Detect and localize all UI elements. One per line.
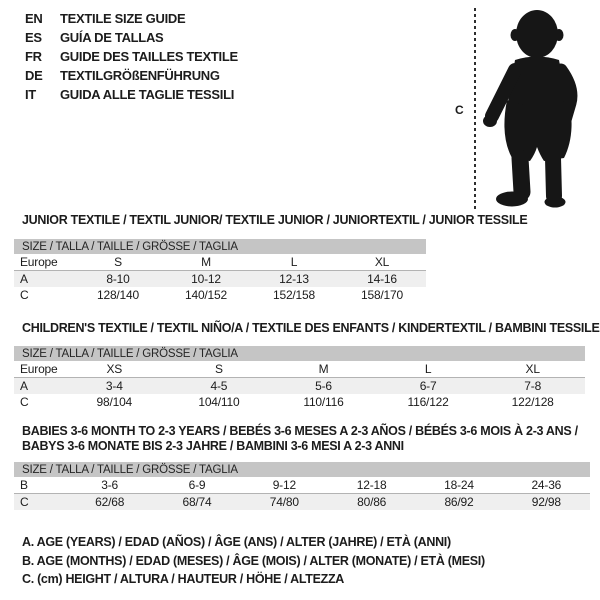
table-row bbox=[14, 287, 426, 303]
value-cell: 3-6 bbox=[101, 478, 119, 492]
language-title: TEXTILE SIZE GUIDE bbox=[60, 11, 186, 26]
size-header-bar: SIZE / TALLA / TAILLE / GRÖSSE / TAGLIA bbox=[14, 346, 585, 361]
row-label-cell: A bbox=[20, 272, 28, 286]
value-cell: 116/122 bbox=[407, 395, 449, 409]
row-label-cell: C bbox=[20, 395, 29, 409]
value-cell: 128/140 bbox=[97, 288, 139, 302]
value-cell: 140/152 bbox=[185, 288, 227, 302]
language-row bbox=[25, 47, 238, 66]
row-label-cell: C bbox=[20, 495, 29, 509]
language-title: TEXTILGRÖßENFÜHRUNG bbox=[60, 68, 220, 83]
language-title: GUIDE DES TAILLES TEXTILE bbox=[60, 49, 238, 64]
section-title-line: BABIES 3-6 MONTH TO 2-3 YEARS / BEBÉS 3-6 MESES A 2-3 AÑOS / BÉBÉS 3-6 MOIS À 2-3 ANS / bbox=[22, 424, 578, 438]
value-cell: 8-10 bbox=[106, 272, 130, 286]
value-cell: 6-9 bbox=[188, 478, 206, 492]
table-row bbox=[14, 394, 585, 410]
section-title-line: JUNIOR TEXTILE / TEXTIL JUNIOR/ TEXTILE JUNIOR / JUNIORTEXTIL / JUNIOR TESSILE bbox=[22, 213, 528, 227]
value-cell: S bbox=[214, 362, 223, 376]
value-cell: 12-18 bbox=[356, 478, 387, 492]
value-cell: 9-12 bbox=[272, 478, 296, 492]
junior-size-table bbox=[14, 239, 426, 303]
row-label-cell: Europe bbox=[20, 255, 58, 269]
row-label-cell: A bbox=[20, 379, 28, 393]
section-title-line: CHILDREN'S TEXTILE / TEXTIL NIÑO/A / TEXTILE DES ENFANTS / KINDERTEXTIL / BAMBINI TESSILE bbox=[22, 321, 600, 335]
table-row bbox=[14, 271, 426, 287]
value-cell: 12-13 bbox=[279, 272, 309, 286]
value-cell: 18-24 bbox=[444, 478, 474, 492]
value-cell: 110/116 bbox=[303, 395, 344, 409]
value-cell: 68/74 bbox=[182, 495, 212, 509]
language-list bbox=[25, 9, 238, 104]
section-title-line: BABYS 3-6 MONATE BIS 2-3 JAHRE / BAMBINI 3-6 MESI A 2-3 ANNI bbox=[22, 439, 404, 453]
value-cell: 152/158 bbox=[273, 288, 315, 302]
value-cell: 62/68 bbox=[95, 495, 125, 509]
value-cell: 6-7 bbox=[419, 379, 437, 393]
value-cell: L bbox=[290, 255, 298, 269]
babies-section-title bbox=[22, 424, 578, 454]
table-row bbox=[14, 361, 585, 378]
value-cell: 7-8 bbox=[524, 379, 542, 393]
size-header-bar: SIZE / TALLA / TAILLE / GRÖSSE / TAGLIA bbox=[14, 239, 426, 254]
value-cell: XL bbox=[525, 362, 540, 376]
children-section-title bbox=[22, 321, 599, 336]
language-row bbox=[25, 28, 238, 47]
babies-size-table bbox=[14, 462, 590, 510]
value-cell: 4-5 bbox=[210, 379, 228, 393]
value-cell: XS bbox=[106, 362, 123, 376]
junior-section-title bbox=[22, 213, 527, 228]
size-header-bar: SIZE / TALLA / TAILLE / GRÖSSE / TAGLIA bbox=[14, 462, 590, 477]
value-cell: M bbox=[318, 362, 329, 376]
table-row bbox=[14, 477, 590, 494]
value-cell: 3-4 bbox=[105, 379, 123, 393]
language-row bbox=[25, 9, 238, 28]
language-row bbox=[25, 66, 238, 85]
language-code: ES bbox=[25, 30, 42, 45]
row-label-cell: Europe bbox=[20, 362, 58, 376]
value-cell: 158/170 bbox=[361, 288, 403, 302]
baby-silhouette bbox=[482, 8, 594, 208]
value-cell: 10-12 bbox=[191, 272, 221, 286]
value-cell: L bbox=[424, 362, 432, 376]
row-label-cell: C bbox=[20, 288, 29, 302]
table-row bbox=[14, 494, 590, 510]
value-cell: S bbox=[114, 255, 122, 269]
language-code: IT bbox=[25, 87, 36, 102]
legend-notes bbox=[22, 533, 485, 589]
value-cell: 80/86 bbox=[357, 495, 387, 509]
value-cell: 24-36 bbox=[531, 478, 562, 492]
value-cell: 86/92 bbox=[444, 495, 474, 509]
language-title: GUIDA ALLE TAGLIE TESSILI bbox=[60, 87, 235, 102]
legend-note-line: B. AGE (MONTHS) / EDAD (MESES) / ÂGE (MOIS) / ALTER (MONATE) / ETÀ (MESI) bbox=[22, 553, 485, 568]
height-measure-dotted-line bbox=[474, 8, 476, 210]
children-size-table bbox=[14, 346, 585, 410]
value-cell: XL bbox=[374, 255, 390, 269]
value-cell: 92/98 bbox=[531, 495, 561, 509]
language-row bbox=[25, 85, 238, 104]
height-measure-label: C bbox=[455, 103, 464, 117]
table-row bbox=[14, 254, 426, 271]
value-cell: 14-16 bbox=[367, 272, 397, 286]
table-row bbox=[14, 378, 585, 394]
value-cell: 122/128 bbox=[511, 395, 554, 409]
language-code: EN bbox=[25, 11, 43, 26]
value-cell: 98/104 bbox=[96, 395, 133, 409]
value-cell: 104/110 bbox=[198, 395, 240, 409]
language-title: GUÍA DE TALLAS bbox=[60, 30, 164, 45]
legend-note-line: A. AGE (YEARS) / EDAD (AÑOS) / ÂGE (ANS) / ALTER (JAHRE) / ETÀ (ANNI) bbox=[22, 535, 451, 549]
language-code: DE bbox=[25, 68, 43, 83]
value-cell: M bbox=[201, 255, 211, 269]
value-cell: 74/80 bbox=[269, 495, 299, 509]
legend-note-line: C. (cm) HEIGHT / ALTURA / HAUTEUR / HÖHE / ALTEZZA bbox=[22, 572, 345, 586]
row-label-cell: B bbox=[20, 478, 28, 492]
language-code: FR bbox=[25, 49, 42, 64]
value-cell: 5-6 bbox=[315, 379, 332, 393]
